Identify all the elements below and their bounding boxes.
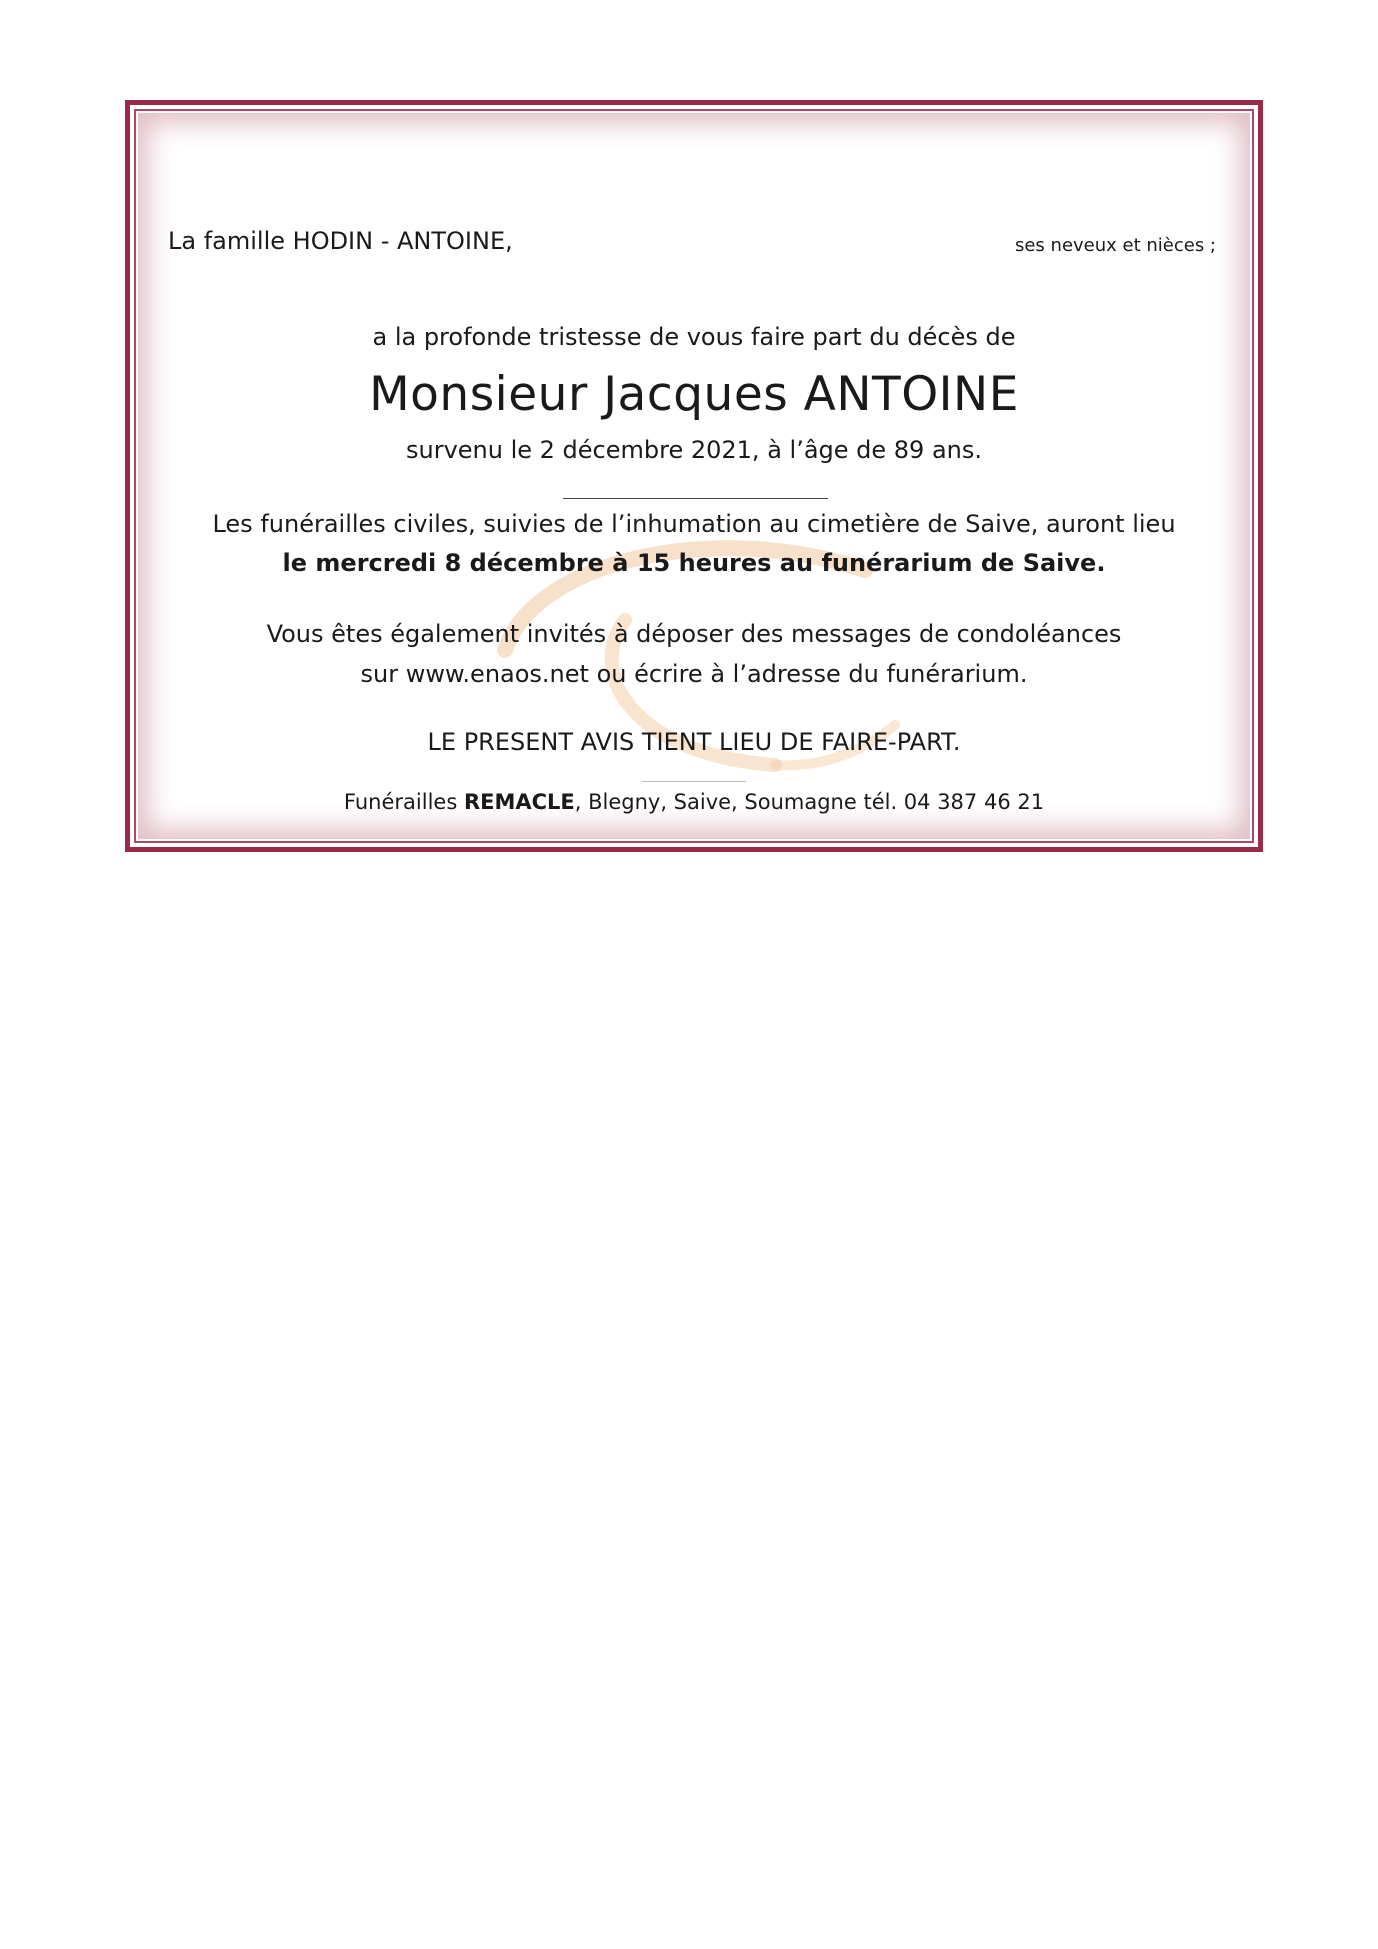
footer-contact: , Blegny, Saive, Soumagne tél. 04 387 46 21 (574, 790, 1045, 814)
family-name: La famille HODIN - ANTOINE, (168, 227, 513, 255)
intro-text: a la profonde tristesse de vous faire part du décès de (372, 323, 1016, 351)
family-relatives: ses neveux et nièces ; (1014, 235, 1216, 256)
condolences-text: Vous êtes également invités à déposer des messages de condoléances (266, 620, 1122, 648)
death-date-text: survenu le 2 décembre 2021, à l’âge de 89 ans. (405, 436, 983, 464)
deceased-name: Monsieur Jacques ANTOINE (369, 367, 1019, 422)
funeral-home-brand: REMACLE (463, 790, 575, 814)
notice-statement: LE PRESENT AVIS TIENT LIEU DE FAIRE-PART. (427, 728, 961, 756)
divider (563, 498, 828, 499)
funeral-info-text: Les funérailles civiles, suivies de l’inhumation au cimetière de Saive, auront lieu (212, 510, 1176, 538)
funeral-home-footer (130, 790, 1258, 814)
notice-content (130, 105, 1258, 847)
funeral-date-text: le mercredi 8 décembre à 15 heures au funérarium de Saive. (282, 549, 1106, 577)
obituary-card (125, 100, 1263, 852)
footer-prefix: Funérailles (343, 790, 464, 814)
footer-divider (642, 781, 746, 782)
condolences-website-text: sur www.enaos.net ou écrire à l’adresse du funérarium. (360, 660, 1028, 688)
